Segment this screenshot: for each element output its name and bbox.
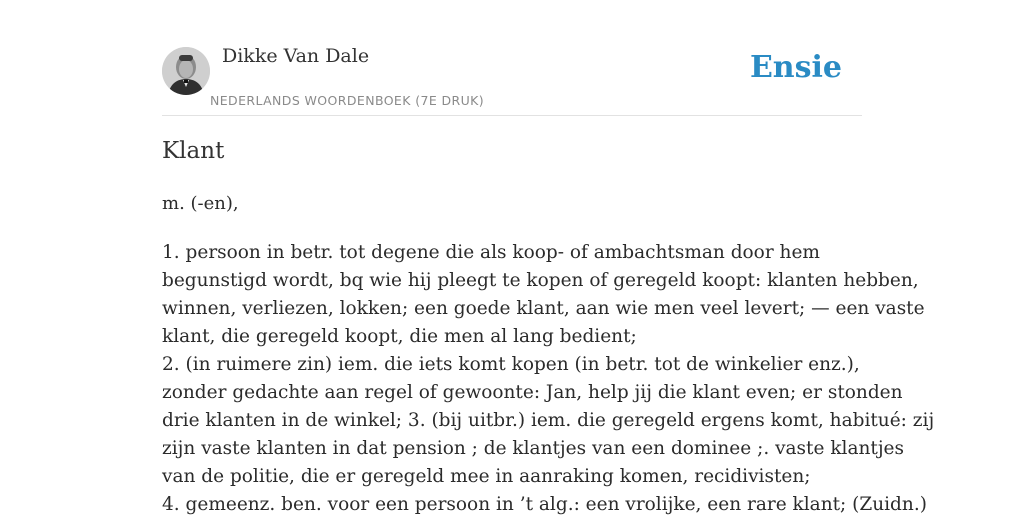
header-divider: [162, 115, 862, 116]
source-label[interactable]: NEDERLANDS WOORDENBOEK (7E DRUK): [210, 93, 485, 108]
definition-line: klant, die geregeld koopt, die men al lang bedient;: [162, 326, 637, 347]
definition-line: begunstigd wordt, bq wie hij pleegt te kopen of geregeld koopt: klanten hebben,: [162, 270, 919, 291]
author-avatar[interactable]: [162, 47, 210, 95]
definition-line: drie klanten in de winkel; 3. (bij uitbr.) iem. die geregeld ergens komt, habitué: zij: [162, 410, 935, 431]
definition-line: zonder gedachte aan regel of gewoonte: Jan, help jij die klant even; er stonden: [162, 382, 903, 403]
brand-logo[interactable]: Ensie: [749, 50, 842, 85]
definition-line: 2. (in ruimere zin) iem. die iets komt kopen (in betr. tot de winkelier enz.),: [162, 354, 860, 375]
entry-title: Klant: [162, 138, 225, 164]
entry-grammar: m. (-en),: [162, 193, 239, 214]
definition-line: zijn vaste klanten in dat pension ; de klantjes van een dominee ;. vaste klantjes: [162, 438, 904, 459]
entry-definition: [162, 239, 935, 519]
definition-line: 1. persoon in betr. tot degene die als koop- of ambachtsman door hem: [162, 242, 820, 263]
definition-line: 4. gemeenz. ben. voor een persoon in ’t alg.: een vrolijke, een rare klant; (Zuidn.): [162, 494, 927, 515]
portrait-image: [162, 47, 210, 95]
definition-line: van de politie, die er geregeld mee in aanraking komen, recidivisten;: [162, 466, 811, 487]
definition-line: winnen, verliezen, lokken; een goede klant, aan wie men veel levert; — een vaste: [162, 298, 925, 319]
author-name[interactable]: Dikke Van Dale: [222, 45, 370, 67]
